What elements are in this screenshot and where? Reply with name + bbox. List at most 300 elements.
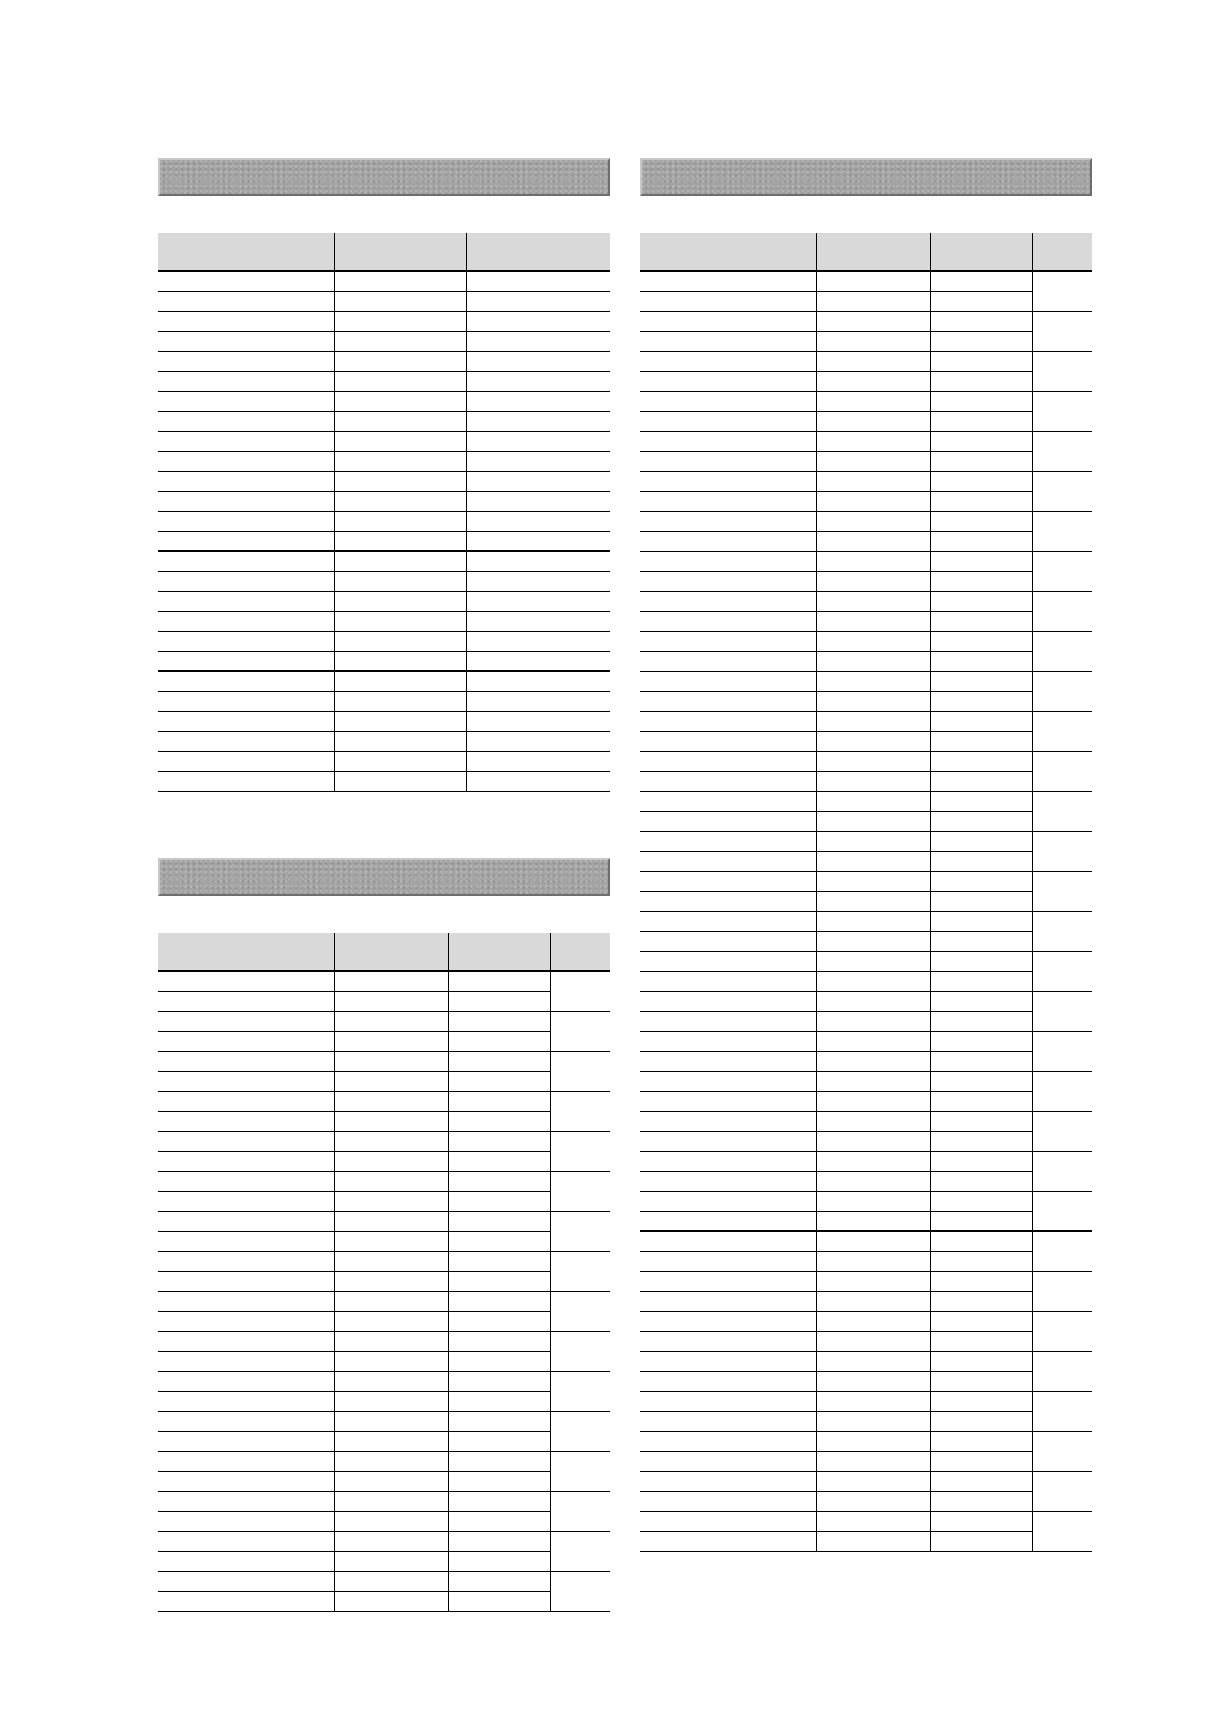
table-cell [466,591,610,611]
table-cell [930,611,1032,631]
table-cell [930,1051,1032,1071]
table-cell [158,311,334,331]
table-row [640,991,1092,1011]
table-row [640,771,1092,791]
table-cell [930,831,1032,851]
table-cell [930,431,1032,451]
table-cell [334,1411,448,1431]
table-cell [334,1531,448,1551]
table-cell [930,291,1032,311]
table-cell [816,1391,930,1411]
table-cell [930,1331,1032,1351]
table-row [640,331,1092,351]
table-cell [448,1411,550,1431]
table-cell [334,1551,448,1571]
table-cell [640,1511,816,1531]
table-row [640,611,1092,631]
table-row [640,471,1092,491]
table-row [640,791,1092,811]
table-cell [334,291,466,311]
table-cell [816,711,930,731]
merged-cell [550,1411,610,1451]
table-cell [448,1111,550,1131]
table-cell [448,1131,550,1151]
table-row [640,931,1092,951]
merged-cell [1032,1231,1092,1271]
table-cell [930,351,1032,371]
table-row [640,1231,1092,1251]
table-cell [334,491,466,511]
table-row [640,451,1092,471]
table-cell [816,511,930,531]
column-header [334,233,466,271]
table-cell [466,751,610,771]
merged-cell [550,1331,610,1371]
table-cell [158,391,334,411]
merged-cell [1032,831,1092,871]
column-header [158,933,334,971]
table-cell [334,591,466,611]
table-cell [466,671,610,691]
table-cell [640,731,816,751]
table-cell [158,431,334,451]
table-cell [334,1091,448,1111]
merged-cell [1032,351,1092,391]
table-cell [158,1071,334,1091]
table-row [158,591,610,611]
table-cell [930,491,1032,511]
merged-cell [1032,1151,1092,1191]
table-cell [816,691,930,711]
table-row [640,1331,1092,1351]
table-cell [448,1271,550,1291]
table-cell [816,371,930,391]
table-cell [640,1031,816,1051]
table-cell [158,651,334,671]
table-cell [158,1411,334,1431]
table-cell [448,1571,550,1591]
table-cell [816,1351,930,1371]
merged-cell [550,1571,610,1611]
table-cell [816,1231,930,1251]
table-row [640,491,1092,511]
table-cell [930,791,1032,811]
table-row [640,691,1092,711]
table-cell [640,1431,816,1451]
table-cell [640,831,816,851]
table-cell [158,1111,334,1131]
table-cell [466,571,610,591]
table-row [158,1431,610,1451]
table-row [640,1031,1092,1051]
table-cell [930,1131,1032,1151]
table-cell [816,591,930,611]
table-cell [816,1091,930,1111]
table-cell [816,1071,930,1091]
table-cell [158,1591,334,1611]
table-cell [930,1371,1032,1391]
table-cell [158,411,334,431]
table-cell [466,411,610,431]
table-row [158,1311,610,1331]
table-cell [930,531,1032,551]
table-cell [448,1351,550,1371]
merged-cell [1032,471,1092,511]
table-cell [158,671,334,691]
table-row [158,1231,610,1251]
table-cell [930,1391,1032,1411]
table-cell [466,771,610,791]
table-cell [640,431,816,451]
table-cell [930,411,1032,431]
table-row [158,1131,610,1151]
table-cell [334,711,466,731]
table-cell [158,1551,334,1571]
table-row [640,1511,1092,1531]
table-cell [640,1491,816,1511]
table-cell [158,731,334,751]
table-cell [466,431,610,451]
table-cell [448,1391,550,1411]
table-row [158,1111,610,1131]
table-cell [640,1211,816,1231]
table-row [158,1091,610,1111]
table-cell [816,1131,930,1151]
table-row [640,391,1092,411]
table-cell [334,511,466,531]
table-cell [158,1011,334,1031]
table-row [640,291,1092,311]
table-cell [334,471,466,491]
table-row [158,1011,610,1031]
table-row [158,491,610,511]
table-cell [334,1431,448,1451]
table-cell [640,991,816,1011]
table-cell [158,1391,334,1411]
merged-cell [1032,911,1092,951]
table-cell [334,391,466,411]
table-cell [816,971,930,991]
merged-cell [550,1491,610,1531]
table-cell [816,1031,930,1051]
table-cell [640,1531,816,1551]
table-cell [448,1231,550,1251]
merged-cell [550,1011,610,1051]
table-row [158,371,610,391]
table-cell [158,371,334,391]
table-cell [334,1291,448,1311]
table-cell [640,291,816,311]
column-header [1032,233,1092,271]
table-row [158,651,610,671]
table-cell [640,451,816,471]
table-cell [930,651,1032,671]
table-row [158,1151,610,1171]
table-cell [448,1511,550,1531]
table-cell [816,671,930,691]
table-cell [334,1271,448,1291]
table-row [640,1111,1092,1131]
table-row [158,1591,610,1611]
section-a-heading-bar [158,158,610,196]
table-cell [816,1111,930,1131]
table-row [640,411,1092,431]
table-cell [158,1331,334,1351]
table-cell [816,351,930,371]
table-cell [334,971,448,991]
table-cell [448,1191,550,1211]
table-cell [334,271,466,291]
table-cell [930,1031,1032,1051]
table-cell [930,1011,1032,1031]
table-row [158,1171,610,1191]
table-row [640,871,1092,891]
table-cell [816,1471,930,1491]
table-cell [158,591,334,611]
merged-cell [1032,511,1092,551]
table-cell [448,1051,550,1071]
table-row [640,1051,1092,1071]
table-cell [640,1011,816,1031]
merged-cell [1032,631,1092,671]
table-cell [640,851,816,871]
table-cell [334,1571,448,1591]
merged-cell [1032,591,1092,631]
merged-cell [1032,1191,1092,1231]
table-cell [466,311,610,331]
table-cell [466,711,610,731]
table-cell [466,611,610,631]
table-row [640,891,1092,911]
table-cell [930,1111,1032,1131]
merged-cell [1032,431,1092,471]
column-header [550,933,610,971]
merged-cell [1032,1111,1092,1151]
table-cell [334,751,466,771]
table-cell [930,731,1032,751]
merged-cell [1032,751,1092,791]
table-cell [448,1331,550,1351]
table-cell [158,551,334,571]
table-cell [816,471,930,491]
table-cell [930,711,1032,731]
table-row [640,311,1092,331]
table-cell [158,1451,334,1471]
table-cell [930,1351,1032,1371]
table-cell [816,1431,930,1451]
table-cell [816,491,930,511]
table-cell [816,1251,930,1271]
table-row [640,711,1092,731]
table-cell [816,311,930,331]
table-row [640,1211,1092,1231]
table-cell [640,551,816,571]
merged-cell [550,971,610,1011]
table-row [640,431,1092,451]
table-cell [816,531,930,551]
table-cell [640,571,816,591]
table-cell [158,1051,334,1071]
table-cell [930,1311,1032,1331]
table-row [640,531,1092,551]
table-cell [448,1491,550,1511]
merged-cell [1032,1511,1092,1551]
table-cell [816,891,930,911]
table-cell [816,751,930,771]
table-cell [334,691,466,711]
table-row [158,631,610,651]
table-cell [930,671,1032,691]
table-cell [334,1111,448,1131]
table-cell [334,611,466,631]
table-cell [466,271,610,291]
table-row [158,1471,610,1491]
table-cell [640,771,816,791]
table-cell [816,1191,930,1211]
table-cell [334,451,466,471]
table-cell [930,951,1032,971]
table-cell [466,391,610,411]
table-cell [466,551,610,571]
table-cell [448,1031,550,1051]
table-cell [334,651,466,671]
table-cell [930,1191,1032,1211]
table-cell [640,471,816,491]
table-cell [466,731,610,751]
table-cell [158,451,334,471]
table-row [640,671,1092,691]
merged-cell [1032,711,1092,751]
table-row [640,811,1092,831]
table-row [640,831,1092,851]
table-cell [930,891,1032,911]
table-row [158,1031,610,1051]
table-cell [158,1251,334,1271]
table-cell [816,951,930,971]
table-cell [448,1471,550,1491]
table-cell [816,871,930,891]
table-cell [158,1291,334,1311]
table-cell [334,1211,448,1231]
table-cell [466,471,610,491]
table-cell [640,1451,816,1471]
table-cell [334,631,466,651]
table-row [640,1171,1092,1191]
table-cell [466,371,610,391]
table-cell [930,871,1032,891]
table-cell [816,551,930,571]
table-cell [930,1231,1032,1251]
table-row [158,531,610,551]
section-b-heading-bar [158,858,610,896]
table-header-row [158,933,610,971]
table-row [640,551,1092,571]
table-cell [640,1351,816,1371]
table-cell [448,1311,550,1331]
table-row [640,571,1092,591]
column-header [640,233,816,271]
table-cell [640,931,816,951]
table-row [158,751,610,771]
table-cell [334,1511,448,1531]
table-row [640,951,1092,971]
table-cell [930,1091,1032,1111]
table-cell [334,551,466,571]
table-cell [158,1511,334,1531]
table-cell [158,491,334,511]
table-cell [448,1171,550,1191]
table-row [158,471,610,491]
table-cell [640,1051,816,1071]
table-cell [334,1011,448,1031]
table-cell [640,591,816,611]
table-row [158,311,610,331]
merged-cell [1032,1031,1092,1071]
table-cell [448,1091,550,1111]
merged-cell [1032,391,1092,431]
table-row [158,1571,610,1591]
table-cell [334,1031,448,1051]
table-row [158,1191,610,1211]
table-row [158,331,610,351]
table-cell [334,1231,448,1251]
table-row [640,1271,1092,1291]
table-cell [158,1431,334,1451]
table-header-row [158,233,610,271]
table-row [640,631,1092,651]
table-row [640,1091,1092,1111]
table-cell [640,511,816,531]
table-row [640,1071,1092,1091]
table-cell [640,1311,816,1331]
table-row [640,1451,1092,1471]
table-cell [930,331,1032,351]
table-cell [640,411,816,431]
table-cell [640,1331,816,1351]
table-row [158,991,610,1011]
table-cell [816,571,930,591]
merged-cell [1032,1431,1092,1471]
table-row [158,671,610,691]
table-row [158,1451,610,1471]
table-row [640,271,1092,291]
table-cell [158,1271,334,1291]
table-row [158,1291,610,1311]
merged-cell [1032,1311,1092,1351]
table-row [640,651,1092,671]
table-row [640,1011,1092,1031]
column-header [816,233,930,271]
table-row [640,511,1092,531]
section-b-heading [160,860,608,876]
table-cell [816,771,930,791]
table-cell [640,891,816,911]
table-cell [640,1091,816,1111]
table-cell [640,1371,816,1391]
section-a-table [158,233,610,792]
table-cell [158,1491,334,1511]
table-cell [448,1451,550,1471]
table-cell [158,351,334,371]
merged-cell [1032,311,1092,351]
table-cell [334,1131,448,1151]
table-cell [930,471,1032,491]
table-row [640,1311,1092,1331]
table-cell [640,611,816,631]
merged-cell [1032,1271,1092,1311]
table-cell [930,1471,1032,1491]
table-cell [930,1171,1032,1191]
